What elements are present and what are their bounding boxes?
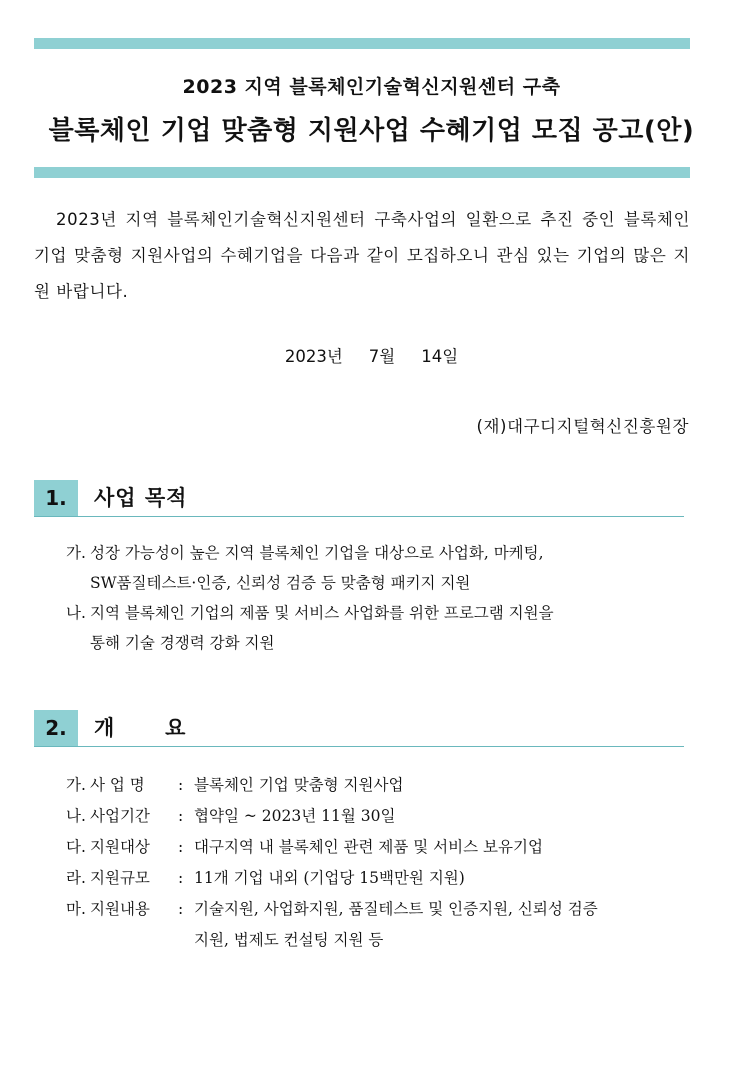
intro-paragraph: 2023년 지역 블록체인기술혁신지원센터 구축사업의 일환으로 추진 중인 블록체인 기업 맞춤형 지원사업의 수혜기업을 다음과 같이 모집하오니 관심 있는 기업의 많은 지원 바랍니다. xyxy=(34,210,690,301)
section-header-overview xyxy=(34,710,684,747)
page-subtitle: 2023 지역 블록체인기술혁신지원센터 구축 xyxy=(182,76,561,98)
overview-list xyxy=(66,770,690,956)
list-item: 나. 사업기간 : 협약일 ~ 2023년 11월 30일 xyxy=(66,801,690,832)
item-marker: 라. xyxy=(66,869,86,887)
item-text: 성장 가능성이 높은 지역 블록체인 기업을 대상으로 사업화, 마케팅, xyxy=(90,544,544,562)
item-value-cont: 지원, 법제도 컨설팅 지원 등 xyxy=(194,931,384,949)
item-key: 지원대상 xyxy=(90,838,150,856)
item-key: 지원규모 xyxy=(90,869,150,887)
item-text-cont: SW품질테스트·인증, 신뢰성 검증 등 맞춤형 패키지 지원 xyxy=(90,574,471,592)
item-value: 대구지역 내 블록체인 관련 제품 및 서비스 보유기업 xyxy=(194,838,543,856)
item-value: 블록체인 기업 맞춤형 지원사업 xyxy=(194,776,404,794)
purpose-list xyxy=(66,538,690,658)
section-header-purpose xyxy=(34,480,684,517)
list-item xyxy=(66,538,690,598)
date-month: 7월 xyxy=(368,347,396,366)
notice-date xyxy=(0,343,743,367)
list-item: 라. 지원규모 : 11개 기업 내외 (기업당 15백만원 지원) xyxy=(66,863,690,894)
item-marker: 가. xyxy=(66,544,86,562)
item-marker: 나. xyxy=(66,807,86,825)
item-text: 지역 블록체인 기업의 제품 및 서비스 사업화를 위한 프로그램 지원을 xyxy=(90,604,554,622)
item-text-cont: 통해 기술 경쟁력 강화 지원 xyxy=(90,634,275,652)
header-bottom-bar xyxy=(34,167,690,178)
item-marker: 다. xyxy=(66,838,86,856)
item-value: 협약일 ~ 2023년 11월 30일 xyxy=(194,807,396,825)
item-key: 지원내용 xyxy=(90,900,150,918)
section-title: 개 요 xyxy=(94,716,187,740)
page-title: 블록체인 기업 맞춤형 지원사업 수혜기업 모집 공고(안) xyxy=(48,116,695,146)
item-marker: 나. xyxy=(66,604,86,622)
header-top-bar xyxy=(34,38,690,49)
list-item xyxy=(66,598,690,658)
item-value: 기술지원, 사업화지원, 품질테스트 및 인증지원, 신뢰성 검증 xyxy=(194,900,598,918)
date-day: 14일 xyxy=(421,347,459,366)
item-marker: 마. xyxy=(66,900,86,918)
date-year: 2023년 xyxy=(284,347,343,366)
list-item: 마. 지원내용 : 기술지원, 사업화지원, 품질테스트 및 인증지원, 신뢰성 검증 지원, 법제도 컨설팅 지원 등 xyxy=(66,894,690,956)
section-number: 1. xyxy=(34,480,78,516)
item-key: 사 업 명 xyxy=(90,776,145,794)
item-marker: 가. xyxy=(66,776,86,794)
item-value: 11개 기업 내외 (기업당 15백만원 지원) xyxy=(194,869,465,887)
list-item: 다. 지원대상 : 대구지역 내 블록체인 관련 제품 및 서비스 보유기업 xyxy=(66,832,690,863)
item-key: 사업기간 xyxy=(90,807,150,825)
list-item: 가. 사 업 명 : 블록체인 기업 맞춤형 지원사업 xyxy=(66,770,690,801)
issuer: (재)대구디지털혁신진흥원장 xyxy=(476,417,689,436)
section-title: 사업 목적 xyxy=(94,486,188,510)
section-number: 2. xyxy=(34,710,78,746)
